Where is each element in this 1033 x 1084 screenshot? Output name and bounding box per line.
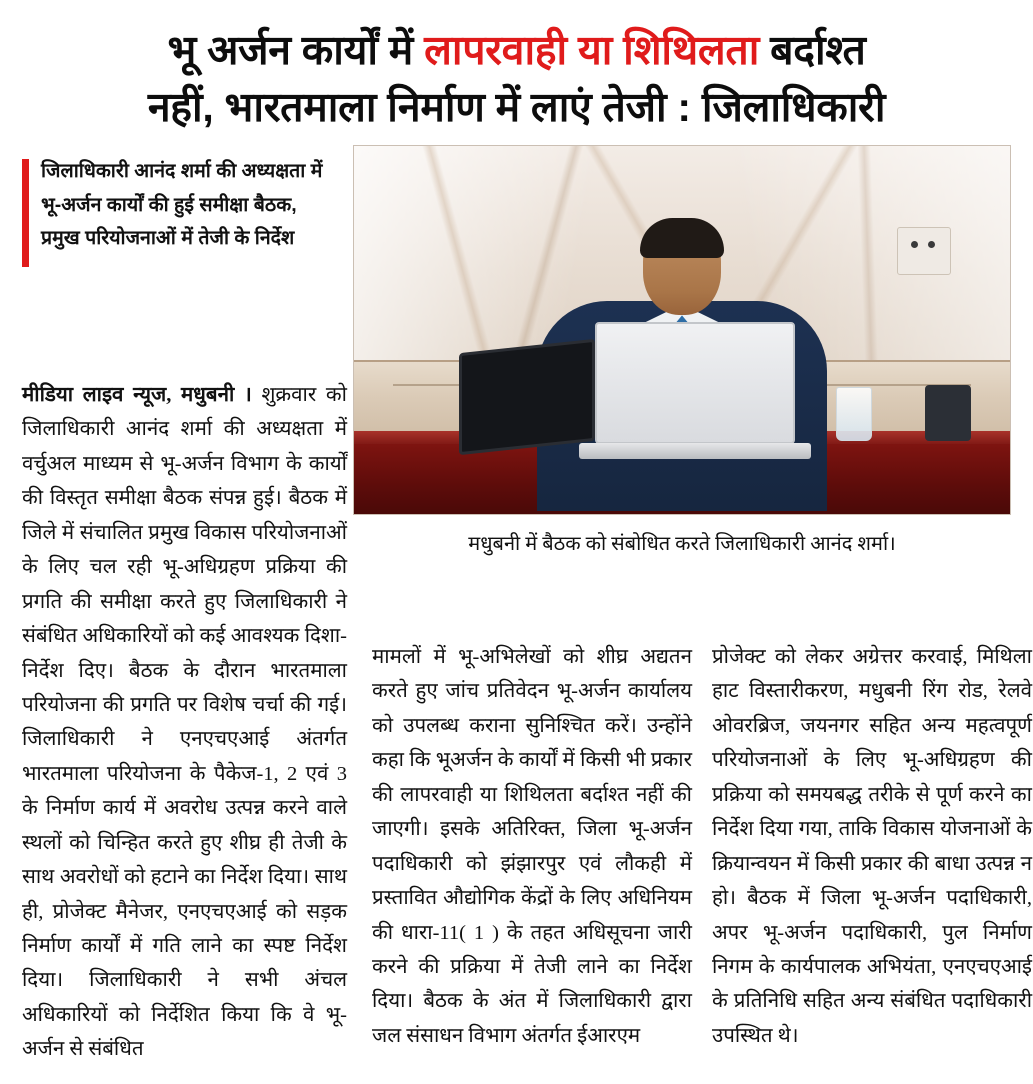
headline-line-2: नहीं, भारतमाला निर्माण में लाएं तेजी : जिलाधिकारी bbox=[147, 83, 886, 130]
headline-highlight: लापरवाही या शिथिलता bbox=[424, 27, 760, 73]
photo-laptop-screen bbox=[595, 322, 795, 444]
kicker-accent-bar bbox=[22, 159, 29, 267]
headline-part-1: भू अर्जन कार्यों में bbox=[167, 27, 425, 73]
kicker-text: जिलाधिकारी आनंद शर्मा की अध्यक्षता में भू-अर्जन कार्यों की हुई समीक्षा बैठक, प्रमुख परियोजनाओं में तेजी के निर्देश bbox=[41, 160, 323, 250]
article-column-1 bbox=[22, 378, 347, 1067]
column-2-text: मामलों में भू-अभिलेखों को शीघ्र अद्यतन करते हुए जांच प्रतिवेदन भू-अर्जन कार्यालय को उपलब्ध कराना सुनिश्चित करें। उन्होंने कहा कि भूअर्जन के कार्यों में किसी भी प्रकार की लापरवाही या शिथिलता बर्दाश्त नहीं की जाएगी। इसके अतिरिक्त, जिला भू-अर्जन पदाधिकारी को झंझारपुर एवं लौकही में प्रस्तावित औद्योगिक केंद्रों के लिए अधिनियम की धारा-11( 1 ) के तहत अधिसूचना जारी करने की प्रक्रिया में तेजी लाने का निर्देश दिया। बैठक के अंत में जिलाधिकारी द्वारा जल संसाधन विभाग अंतर्गत ईआरएम bbox=[372, 646, 692, 1047]
lower-columns bbox=[372, 640, 1032, 1053]
byline: मीडिया लाइव न्यूज, मधुबनी । bbox=[22, 384, 252, 406]
photo-pen-holder bbox=[925, 385, 971, 441]
headline-line-1 bbox=[22, 22, 1011, 79]
kicker-block bbox=[22, 145, 335, 267]
article-column-3 bbox=[712, 640, 1032, 1053]
wall-socket-icon bbox=[897, 227, 951, 275]
page-headline bbox=[22, 22, 1011, 135]
column-1-text: शुक्रवार को जिलाधिकारी आनंद शर्मा की अध्यक्षता में वर्चुअल माध्यम से भू-अर्जन विभाग के कार्यों की विस्तृत समीक्षा बैठक संपन्न हुई। बैठक में जिले में संचालित प्रमुख विकास परियोजनाओं के लिए चल रही भू-अधिग्रहण प्रक्रिया की प्रगति की समीक्षा करते हुए जिलाधिकारी ने संबंधित अधिकारियों को कई आवश्यक दिशा-निर्देश दिए। बैठक के दौरान भारतमाला परियोजना की प्रगति पर विशेष चर्चा की गई। जिलाधिकारी ने एनएचएआई अंतर्गत भारतमाला परियोजना के पैकेज-1, 2 एवं 3 के निर्माण कार्य में अवरोध उत्पन्न करने वाले स्थलों को चिन्हित करते हुए शीघ्र ही तेजी के साथ अवरोधों को हटाने का निर्देश दिया। साथ ही, प्रोजेक्ट मैनेजर, एनएचएआई को सड़क निर्माण कार्यों में गति लाने का स्पष्ट निर्देश दिया। जिलाधिकारी ने सभी अंचल अधिकारियों को निर्देशित किया कि वे भू-अर्जन से संबंधित bbox=[22, 384, 347, 1061]
photo-person-hair bbox=[640, 218, 724, 258]
article-body-1 bbox=[22, 378, 347, 1067]
news-photo bbox=[353, 145, 1011, 515]
photo-block bbox=[353, 145, 1011, 556]
article-column-2 bbox=[372, 640, 692, 1053]
photo-tablet bbox=[459, 339, 595, 455]
column-3-text: प्रोजेक्ट को लेकर अग्रेत्तर करवाई, मिथिला हाट विस्तारीकरण, मधुबनी रिंग रोड, रेलवे ओवरब्रिज, जयनगर सहित अन्य महत्वपूर्ण परियोजनाओं के लिए भू-अधिग्रहण की प्रक्रिया को समयबद्ध तरीके से पूर्ण करने का निर्देश दिया गया, ताकि विकास योजनाओं के क्रियान्वयन में किसी प्रकार की बाधा उत्पन्न न हो। बैठक में जिला भू-अर्जन पदाधिकारी, अपर भू-अर्जन पदाधिकारी, पुल निर्माण निगम के कार्यपालक अभियंता, एनएचएआई के प्रतिनिधि सहित अन्य संबंधित पदाधिकारी उपस्थित थे। bbox=[712, 646, 1032, 1047]
photo-laptop-base bbox=[579, 443, 811, 459]
photo-water-glass bbox=[836, 387, 872, 441]
photo-caption: मधुबनी में बैठक को संबोधित करते जिलाधिकारी आनंद शर्मा। bbox=[468, 533, 896, 556]
headline-part-2: बर्दाश्त bbox=[759, 27, 866, 73]
